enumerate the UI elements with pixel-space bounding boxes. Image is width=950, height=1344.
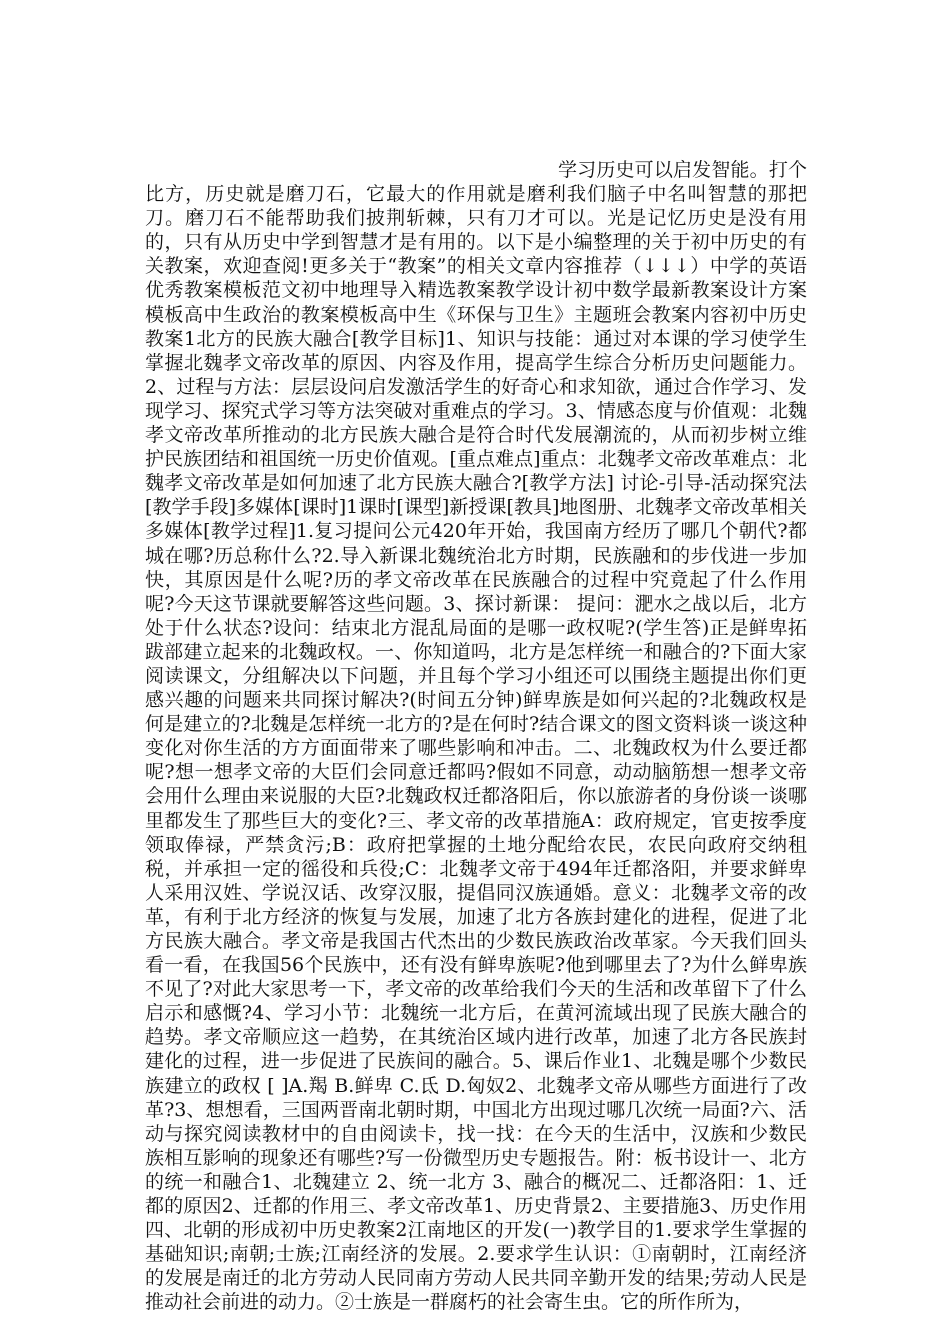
document-page <box>145 158 807 1314</box>
body-text: 学习历史可以启发智能。打个比方，历史就是磨刀石，它最大的作用就是磨利我们脑子中名叫智慧的那把刀。磨刀石不能帮助我们披荆斩棘，只有刀才可以。光是记忆历史是没有用的，只有从历史中学到智慧才是有用的。以下是小编整理的关于初中历史的有关教案，欢迎查阅!更多关于“教案”的相关文章内容推荐（↓↓↓）中学的英语优秀教案模板范文初中地理导入精选教案教学设计初中数学最新教案设计方案模板高中生政治的教案模板高中生《环保与卫生》主题班会教案内容初中历史教案1北方的民族大融合[教学目标]1、知识与技能：通过对本课的学习使学生掌握北魏孝文帝改革的原因、内容及作用，提高学生综合分析历史问题能力。2、过程与方法：层层设问启发激活学生的好奇心和求知欲，通过合作学习、发现学习、探究式学习等方法突破对重难点的学习。3、情感态度与价值观：北魏孝文帝改革所推动的北方民族大融合是符合时代发展潮流的，从而初步树立维护民族团结和祖国统一历史价值观。[重点难点]重点：北魏孝文帝改革难点：北魏孝文帝改革是如何加速了北方民族大融合?[教学方法] 讨论-引导-活动探究法[教学手段]多媒体[课时]1课时[课型]新授课[教具]地图册、北魏孝文帝改革相关多媒体[教学过程]1.复习提问公元420年开始，我国南方经历了哪几个朝代?都城在哪?历总称什么?2.导入新课北魏统治北方时期，民族融和的步伐进一步加快，其原因是什么呢?历的孝文帝改革在民族融合的过程中究竟起了什么作用呢?今天这节课就要解答这些问题。3、探讨新课： 提问：淝水之战以后，北方处于什么状态?设问：结束北方混乱局面的是哪一政权呢?(学生答)正是鲜卑拓跋部建立起来的北魏政权。一、你知道吗，北方是怎样统一和融合的?下面大家阅读课文，分组解决以下问题，并且每个学习小组还可以围绕主题提出你们更感兴趣的问题来共同探讨解决?(时间五分钟)鲜卑族是如何兴起的?北魏政权是何是建立的?北魏是怎样统一北方的?是在何时?结合课文的图文资料谈一谈这种变化对你生活的方方面面带来了哪些影响和冲击。二、北魏政权为什么要迁都呢?想一想孝文帝的大臣们会同意迁都吗?假如不同意，动动脑筋想一想孝文帝会用什么理由来说服的大臣?北魏政权迁都洛阳后，你以旅游者的身份谈一谈哪里都发生了那些巨大的变化?三、孝文帝的改革措施A：政府规定，官吏按季度领取俸禄，严禁贪污;B：政府把掌握的土地分配给农民，农民向政府交纳租税，并承担一定的徭役和兵役;C：北魏孝文帝于494年迁都洛阳，并要求鲜卑人采用汉姓、学说汉话、改穿汉服，提倡同汉族通婚。意义：北魏孝文帝的改革，有利于北方经济的恢复与发展，加速了北方各族封建化的进程，促进了北方民族大融合。孝文帝是我国古代杰出的少数民族政治改革家。今天我们回头看一看，在我国56个民族中，还有没有鲜卑族呢?他到哪里去了?为什么鲜卑族不见了?对此大家思考一下，孝文帝的改革给我们今天的生活和改革留下了什么启示和感慨?4、学习小节：北魏统一北方后，在黄河流域出现了民族大融合的趋势。孝文帝顺应这一趋势，在其统治区域内进行改革，加速了北方各民族封建化的过程，进一步促进了民族间的融合。5、课后作业1、北魏是哪个少数民族建立的政权 [ ]A.羯 B.鲜卑 C.氐 D.匈奴2、北魏孝文帝从哪些方面进行了改革?3、想想看，三国两晋南北朝时期，中国北方出现过哪几次统一局面?六、活动与探究阅读教材中的自由阅读卡，找一找：在今天的生活中，汉族和少数民族相互影响的现象还有哪些?写一份微型历史专题报告。附：板书设计一、北方的统一和融合1、北魏建立 2、统一北方 3、融合的概况二、迁都洛阳：1、迁都的原因2、迁都的作用三、孝文帝改革1、历史背景2、主要措施3、历史作用四、北朝的形成初中历史教案2江南地区的开发(一)教学目的1.要求学生掌握的基础知识;南朝;士族;江南经济的发展。2.要求学生认识：①南朝时，江南经济的发展是南迁的北方劳动人民同南方劳动人民共同辛勤开发的结果;劳动人民是推动社会前进的动力。②士族是一群腐朽的社会寄生虫。它的所作所为， <box>145 159 807 1314</box>
